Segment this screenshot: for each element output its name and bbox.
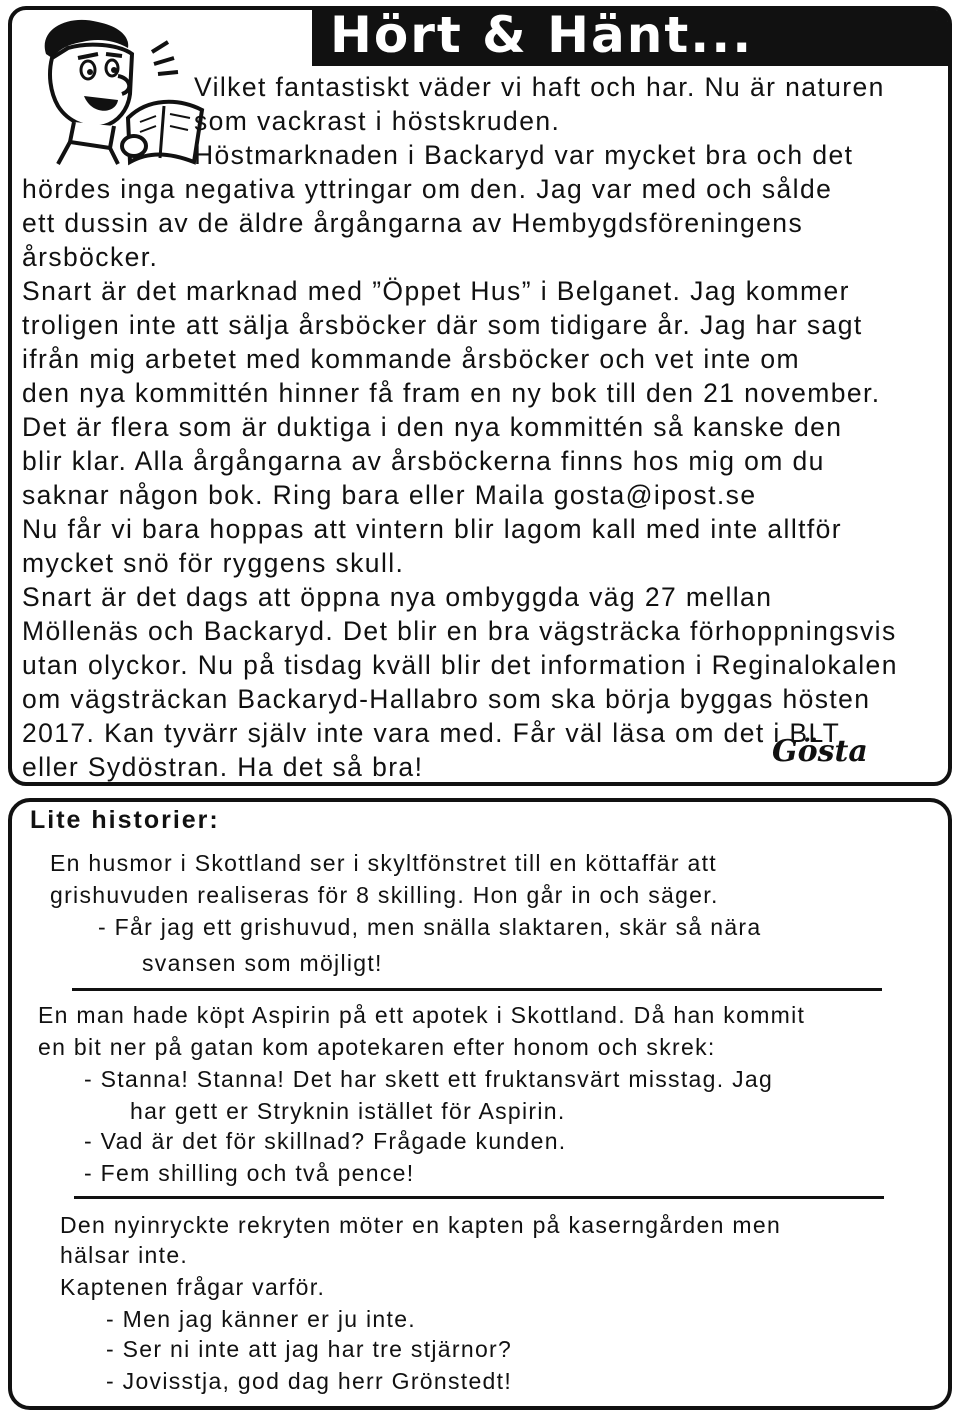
story-line: - Får jag ett grishuvud, men snälla slaktaren, skär så nära xyxy=(98,914,762,940)
divider xyxy=(74,1196,884,1199)
article-line: Snart är det dags att öppna nya ombyggda väg 27 mellan xyxy=(22,582,773,612)
article-line: mycket snö för ryggens skull. xyxy=(22,548,405,578)
title-bar xyxy=(312,6,948,66)
article-line: Möllenäs och Backaryd. Det blir en bra vägsträcka förhoppningsvis xyxy=(22,616,897,646)
story-line: - Stanna! Stanna! Det har skett ett fruktansvärt misstag. Jag xyxy=(84,1066,774,1092)
page-title: Hört & Hänt... xyxy=(330,6,754,64)
article-line: ifrån mig arbetet med kommande årsböcker och vet inte om xyxy=(22,344,801,374)
story-line: hälsar inte. xyxy=(60,1242,189,1268)
story-line: - Jovisstja, god dag herr Grönstedt! xyxy=(106,1368,513,1394)
article-line: eller Sydöstran. Ha det så bra! xyxy=(22,752,424,782)
stories-box xyxy=(8,798,952,1410)
story-line: En husmor i Skottland ser i skyltfönstret till en köttaffär att xyxy=(50,850,717,876)
article-line: som vackrast i höstskruden. xyxy=(194,106,561,136)
article-line: den nya kommittén hinner få fram en ny bok till den 21 november. xyxy=(22,378,881,408)
newspaper-reader-icon xyxy=(18,14,208,166)
article-line: troligen inte att sälja årsböcker där som tidigare år. Jag har sagt xyxy=(22,310,863,340)
article-line: saknar någon bok. Ring bara eller Maila gosta@ipost.se xyxy=(22,480,757,510)
divider xyxy=(72,988,882,991)
story-line: En man hade köpt Aspirin på ett apotek i Skottland. Då han kommit xyxy=(38,1002,806,1028)
article-line: Vilket fantastiskt väder vi haft och har. Nu är naturen xyxy=(194,72,885,102)
story-line: har gett er Stryknin istället för Aspirin. xyxy=(130,1098,566,1124)
article-line: Snart är det marknad med ”Öppet Hus” i Belganet. Jag kommer xyxy=(22,276,850,306)
story-line: - Vad är det för skillnad? Frågade kunden. xyxy=(84,1128,567,1154)
stories-title: Lite historier: xyxy=(30,806,220,834)
article-line: årsböcker. xyxy=(22,242,159,272)
story-line: - Fem shilling och två pence! xyxy=(84,1160,415,1186)
article-line: 2017. Kan tyvärr själv inte vara med. Får väl läsa om det i BLT xyxy=(22,718,841,748)
article-line: Nu får vi bara hoppas att vintern blir lagom kall med inte alltför xyxy=(22,514,843,544)
story-line: - Men jag känner er ju inte. xyxy=(106,1306,416,1332)
article-line: utan olyckor. Nu på tisdag kväll blir det information i Reginalokalen xyxy=(22,650,898,680)
story-line: - Ser ni inte att jag har tre stjärnor? xyxy=(106,1336,513,1362)
article-line: Det är flera som är duktiga i den nya kommittén så kanske den xyxy=(22,412,843,442)
signature: Gösta xyxy=(772,734,868,769)
story-line: Kaptenen frågar varför. xyxy=(60,1274,326,1300)
article-line: om vägsträckan Backaryd-Hallabro som ska börja byggas hösten xyxy=(22,684,871,714)
article-line: ett dussin av de äldre årgångarna av Hembygdsföreningens xyxy=(22,208,804,238)
story-line: Den nyinryckte rekryten möter en kapten på kaserngården men xyxy=(60,1212,782,1238)
story-line: en bit ner på gatan kom apotekaren efter honom och skrek: xyxy=(38,1034,716,1060)
article-line: Höstmarknaden i Backaryd var mycket bra och det xyxy=(194,140,854,170)
story-line: svansen som möjligt! xyxy=(142,950,383,976)
article-line: blir klar. Alla årgångarna av årsböckerna finns hos mig om du xyxy=(22,446,825,476)
article-line: hördes inga negativa yttringar om den. Jag var med och sålde xyxy=(22,174,833,204)
story-line: grishuvuden realiseras för 8 skilling. Hon går in och säger. xyxy=(50,882,719,908)
news-box xyxy=(8,6,952,786)
